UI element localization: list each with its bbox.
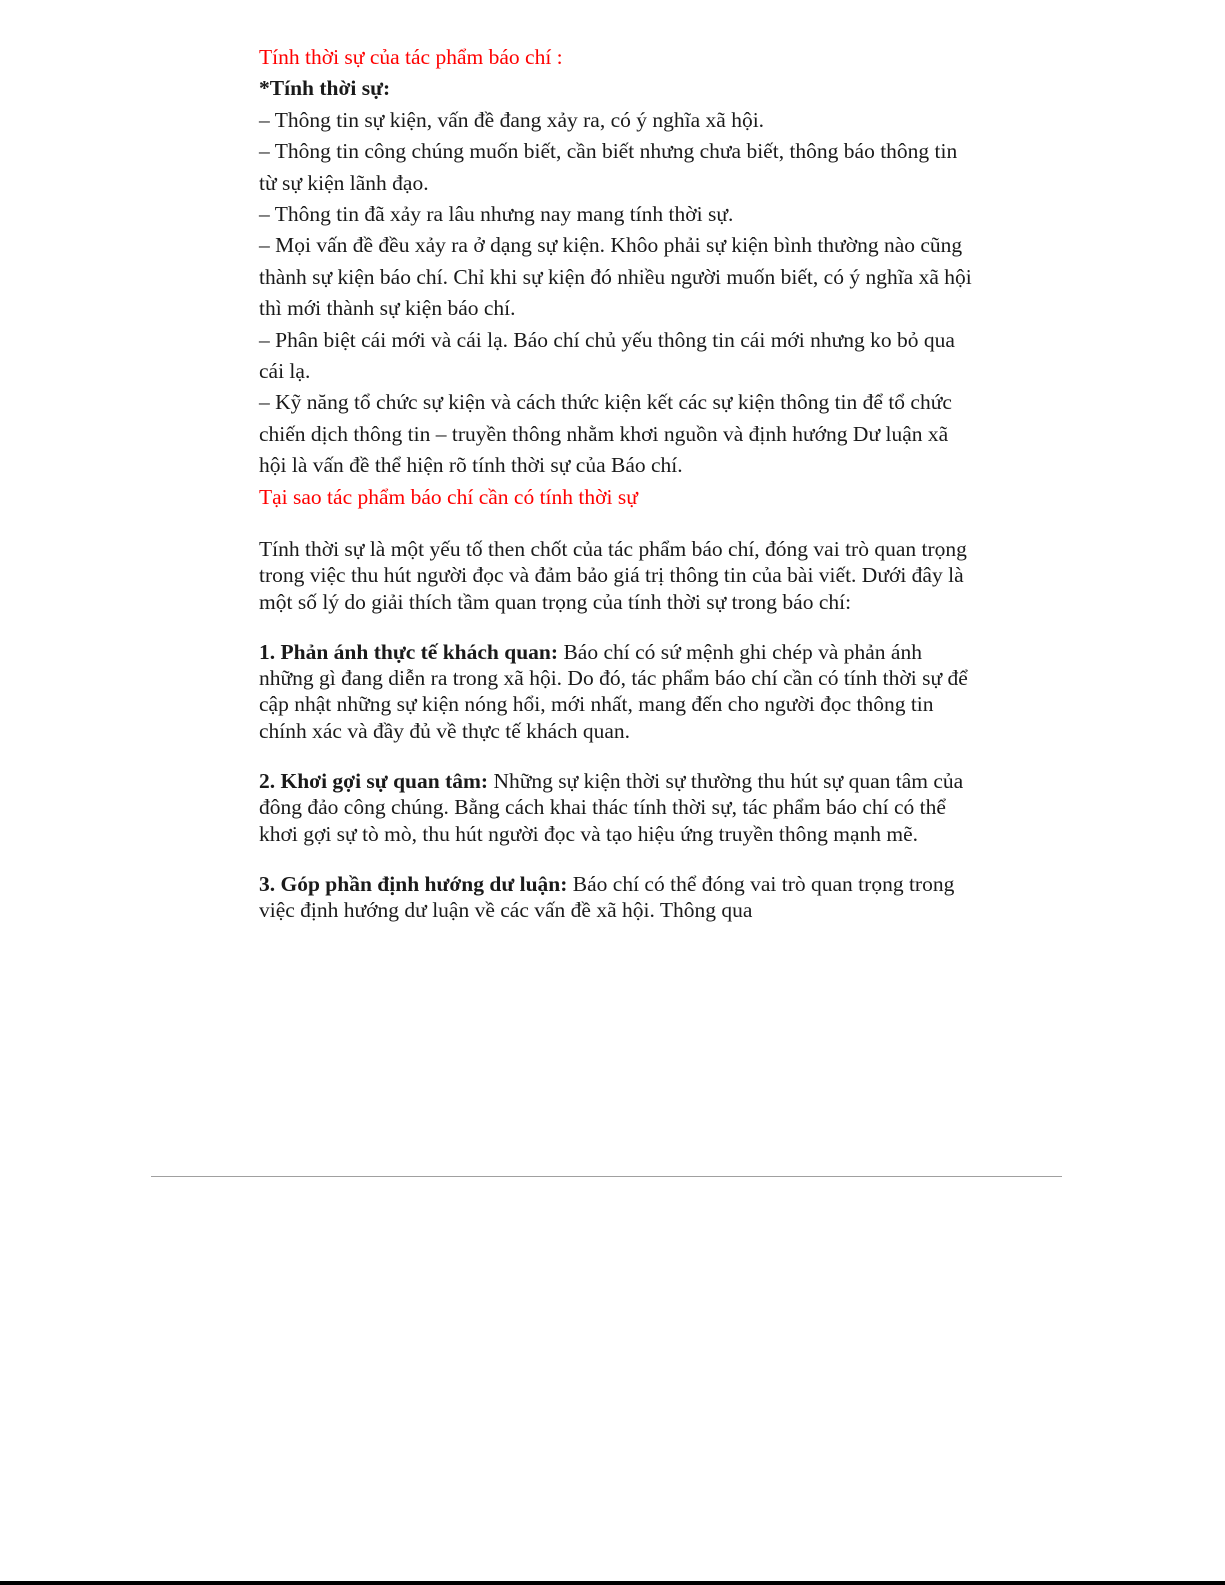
bullet-item: – Phân biệt cái mới và cái lạ. Báo chí chủ yếu thông tin cái mới nhưng ko bỏ qua cái lạ. bbox=[259, 327, 955, 384]
bullet-item: – Thông tin sự kiện, vấn đề đang xảy ra, có ý nghĩa xã hội. bbox=[259, 107, 765, 132]
reason-title: 3. Góp phần định hướng dư luận: bbox=[259, 871, 568, 896]
reason-title: 1. Phản ánh thực tế khách quan: bbox=[259, 639, 559, 664]
bullet-item: – Mọi vấn đề đều xảy ra ở dạng sự kiện. Khôo phải sự kiện bình thường nào cũng thành sự kiện báo chí. Chỉ khi sự kiện đó nhiều người muốn biết, có ý nghĩa xã hội thì mới thành sự kiện báo chí. bbox=[259, 233, 972, 321]
reason-text: Báo chí có thể đóng vai trò quan trọng trong việc định hướng dư luận về các vấn đề xã hội. Thông qua bbox=[259, 871, 955, 923]
bullet-item: – Thông tin công chúng muốn biết, cần biết nhưng chưa biết, thông báo thông tin từ sự kiện lãnh đạo. bbox=[259, 139, 958, 195]
reason-paragraph bbox=[259, 768, 979, 847]
reason-title: 2. Khơi gợi sự quan tâm: bbox=[259, 769, 489, 794]
reason-paragraph bbox=[259, 639, 979, 744]
bullet-item: – Kỹ năng tổ chức sự kiện và cách thức kiện kết các sự kiện thông tin để tổ chức chiến dịch thông tin – truyền thông nhằm khơi nguồn và định hướng Dư luận xã hội là vấn đề thể hiện rõ tính thời sự của Báo chí. bbox=[259, 390, 952, 478]
bullet-item: – Thông tin đã xảy ra lâu nhưng nay mang tính thời sự. bbox=[259, 202, 734, 227]
page-divider bbox=[151, 1176, 1062, 1177]
intro-paragraph: Tính thời sự là một yếu tố then chốt của tác phẩm báo chí, đóng vai trò quan trọng trong việc thu hút người đọc và đảm bảo giá trị thông tin của bài viết. Dưới đây là một số lý do giải thích tầm quan trọng của tính thời sự trong báo chí: bbox=[259, 537, 967, 614]
bottom-edge-bar bbox=[0, 1581, 1225, 1585]
reason-text: Những sự kiện thời sự thường thu hút sự quan tâm của đông đảo công chúng. Bằng cách khai thác tính thời sự, tác phẩm báo chí có thể khơi gợi sự tò mò, thu hút người đọc và tạo hiệu ứng truyền thông mạnh mẽ. bbox=[259, 769, 964, 846]
section-heading: Tính thời sự của tác phẩm báo chí : bbox=[259, 45, 563, 69]
section-timeliness bbox=[259, 42, 979, 513]
reason-paragraph bbox=[259, 871, 979, 924]
section-reasons bbox=[259, 536, 979, 948]
question-heading: Tại sao tác phẩm báo chí cần có tính thời sự bbox=[259, 484, 638, 509]
section-subheading: *Tính thời sự: bbox=[259, 76, 391, 101]
reason-text: Báo chí có sứ mệnh ghi chép và phản ánh những gì đang diễn ra trong xã hội. Do đó, tác phẩm báo chí cần có tính thời sự để cập nhật những sự kiện nóng hổi, mới nhất, mang đến cho người đọc thông tin chính xác và đầy đủ về thực tế khách quan. bbox=[259, 639, 968, 743]
